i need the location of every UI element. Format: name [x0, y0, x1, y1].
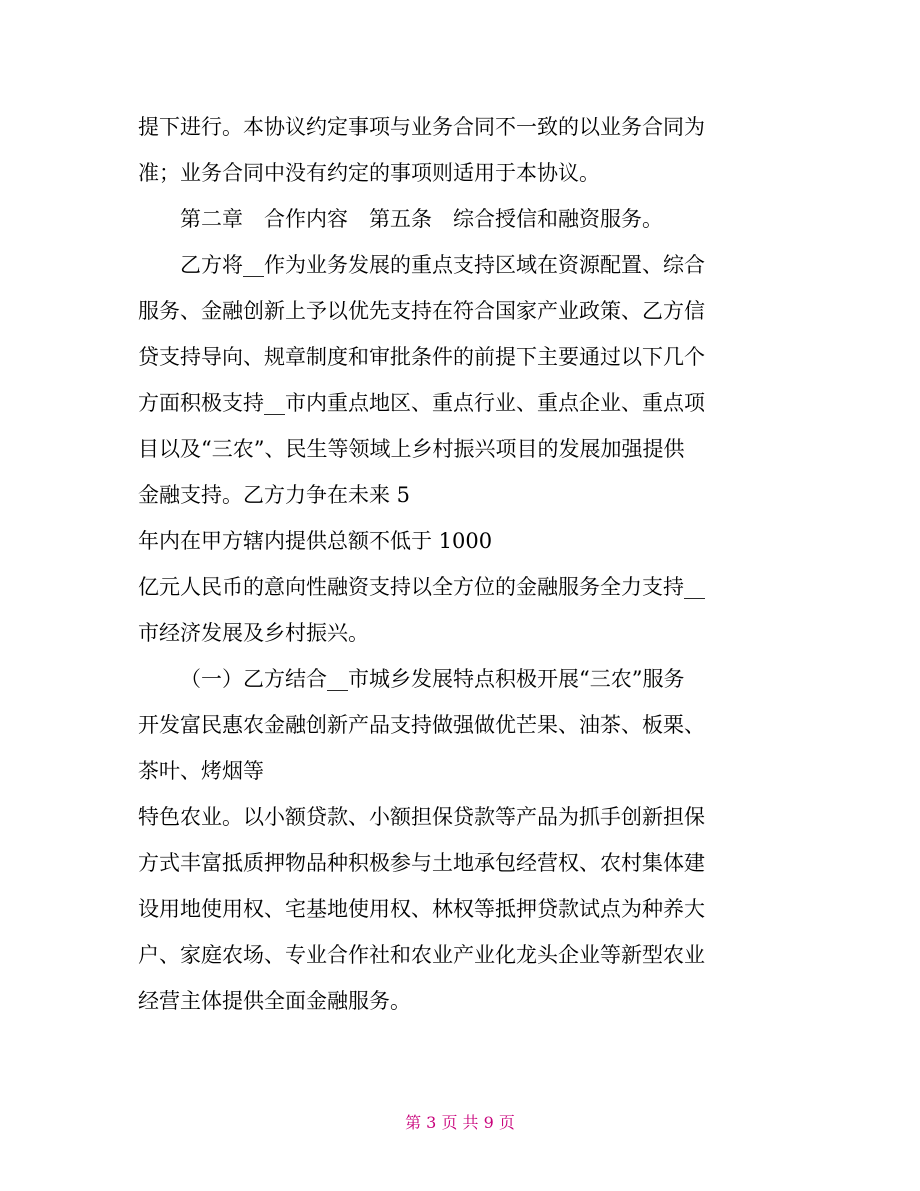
text-line: 经营主体提供全面金融服务。 [138, 989, 411, 1013]
text-line: 市经济发展及乡村振兴。 [138, 621, 369, 645]
text-line: 乙方将__作为业务发展的重点支持区域在资源配置、综合 [180, 253, 705, 277]
text-line: 方面积极支持__市内重点地区、重点行业、重点企业、重点项 [138, 391, 705, 415]
paragraph-3 [138, 242, 784, 656]
text-line: 年内在甲方辖内提供总额不低于 1000 [138, 529, 493, 553]
text-line: 服务、金融创新上予以优先支持在符合国家产业政策、乙方信 [138, 299, 705, 323]
text-line: 目以及“三农”、民生等领域上乡村振兴项目的发展加强提供 [138, 437, 685, 461]
text-line: 设用地使用权、宅基地使用权、林权等抵押贷款试点为种养大 [138, 897, 705, 921]
text-line: 金融支持。乙方力争在未来 5 [138, 483, 411, 507]
text-line: 茶叶、烤烟等 [138, 759, 264, 783]
text-line: 准；业务合同中没有约定的事项则适用于本协议。 [138, 161, 600, 185]
page-number-footer: 第 3 页 共 9 页 [405, 1113, 515, 1132]
document-body [138, 104, 784, 1024]
paragraph-4 [138, 656, 784, 1024]
text-line: 户、家庭农场、专业合作社和农业产业化龙头企业等新型农业 [138, 943, 705, 967]
text-line: 贷支持导向、规章制度和审批条件的前提下主要通过以下几个 [138, 345, 705, 369]
text-line: （一）乙方结合__市城乡发展特点积极开展“三农”服务 [180, 667, 685, 691]
paragraph-1 [138, 104, 784, 196]
text-line: 开发富民惠农金融创新产品支持做强做优芒果、油茶、板栗、 [138, 713, 705, 737]
text-line: 特色农业。以小额贷款、小额担保贷款等产品为抓手创新担保 [138, 805, 705, 829]
paragraph-chapter-heading [138, 196, 784, 242]
text-line: 方式丰富抵质押物品种积极参与土地承包经营权、农村集体建 [138, 851, 705, 875]
text-line: 提下进行。本协议约定事项与业务合同不一致的以业务合同为 [138, 115, 705, 139]
text-line: 亿元人民币的意向性融资支持以全方位的金融服务全力支持__ [138, 575, 705, 599]
text-line: 第二章 合作内容 第五条 综合授信和融资服务。 [180, 207, 663, 231]
